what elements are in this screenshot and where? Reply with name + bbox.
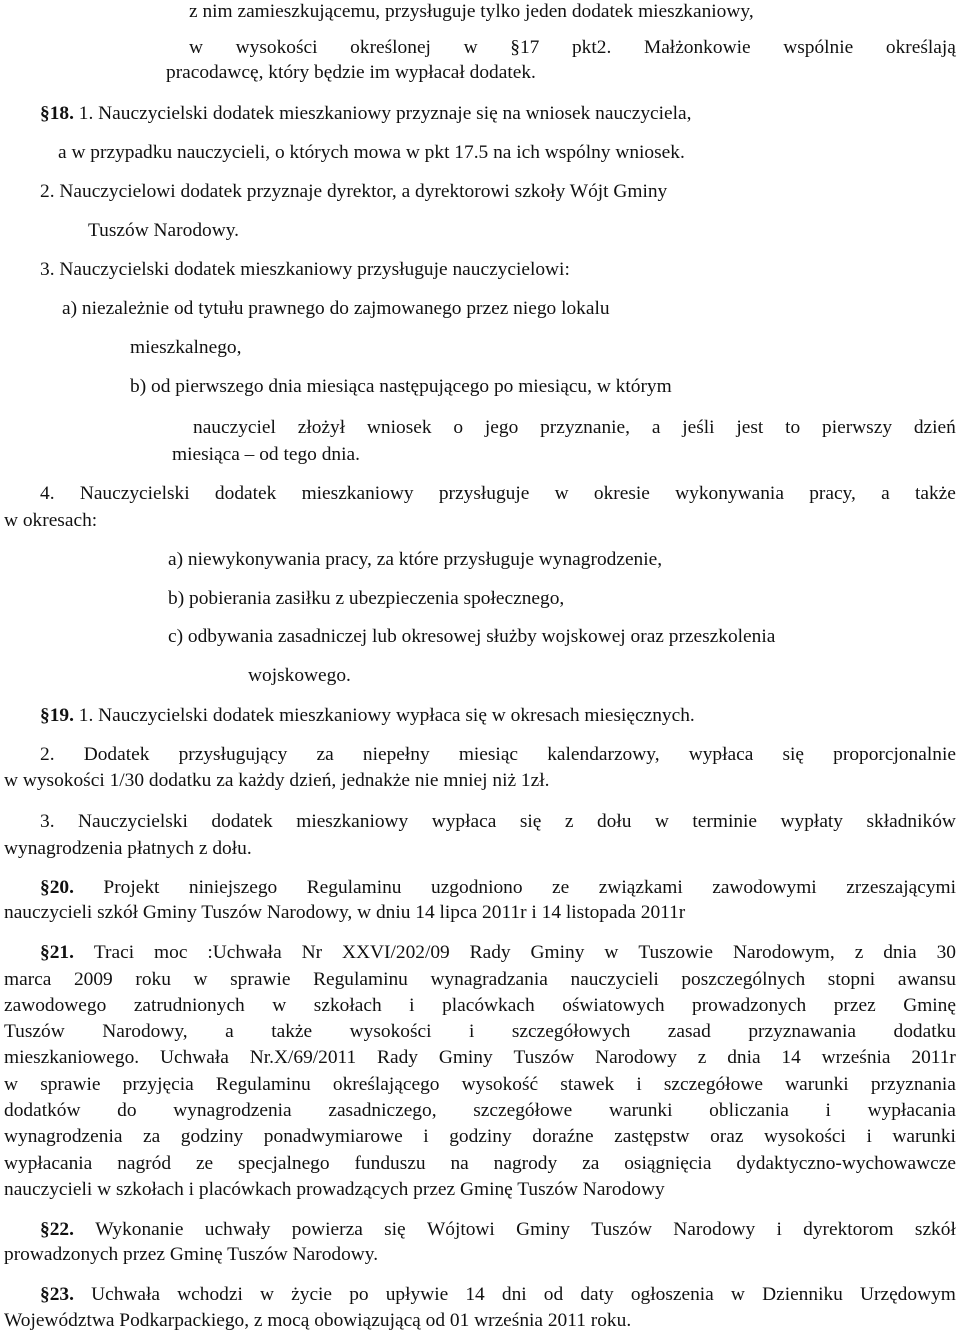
word: szczegółowych xyxy=(511,1021,631,1042)
word: przez xyxy=(833,995,876,1016)
word: w xyxy=(259,1284,274,1305)
word: dodatek xyxy=(211,811,273,832)
word: 30 xyxy=(936,942,956,963)
word: Regulaminu xyxy=(306,877,402,898)
word: i xyxy=(468,1021,475,1042)
word: i xyxy=(423,1126,429,1147)
word: warunki xyxy=(785,1074,849,1095)
word: oświatowych xyxy=(562,995,665,1016)
word: przyznania xyxy=(870,1074,956,1095)
word: 4. xyxy=(40,483,55,504)
word: Nauczycielski xyxy=(79,483,190,504)
word: uchwały xyxy=(204,1219,271,1240)
word: Narodowym, xyxy=(732,942,835,963)
word: Wójtowi xyxy=(426,1219,495,1240)
word: Regulaminu xyxy=(215,1074,311,1095)
word: dzień xyxy=(913,417,956,438)
word: funduszu xyxy=(354,1153,426,1174)
word: mieszkaniowego. xyxy=(4,1047,140,1068)
word: życie xyxy=(291,1284,333,1305)
word: Nr.X/69/2011 xyxy=(249,1047,357,1068)
word: jego xyxy=(484,417,519,438)
word: i xyxy=(636,1074,642,1095)
text-line xyxy=(4,1046,956,1070)
word: nagrody xyxy=(493,1153,558,1174)
word: Rady xyxy=(469,942,511,963)
word: 14 xyxy=(781,1047,801,1068)
word: zatrudnionych xyxy=(133,995,245,1016)
word: :Uchwała xyxy=(207,942,282,963)
word: powierza xyxy=(291,1219,363,1240)
word: w xyxy=(654,811,669,832)
word: doraźne xyxy=(532,1126,594,1147)
word: dołu xyxy=(596,811,632,832)
section-19: §19. 1. Nauczycielski dodatek mieszkaniowy wypłaca się w okresach miesięcznych. xyxy=(40,705,695,726)
word: sprawie xyxy=(230,969,291,990)
word: Regulaminu xyxy=(313,969,408,990)
word: wypłaca xyxy=(688,744,754,765)
word: Projekt xyxy=(103,877,160,898)
word: godziny xyxy=(449,1126,512,1147)
text-line: 3. Nauczycielski dodatek mieszkaniowy przysługuje nauczycielowi: xyxy=(40,259,570,280)
text-line xyxy=(4,1152,956,1176)
word: wynagrodzenia xyxy=(173,1100,292,1121)
word: §21. xyxy=(40,942,74,963)
word: przysługujący xyxy=(178,744,288,765)
word: się xyxy=(384,1219,406,1240)
text-line: w okresach: xyxy=(4,510,98,531)
word: godziny xyxy=(180,1126,244,1147)
word: także xyxy=(914,483,956,504)
text-line: prowadzonych przez Gminę Tuszów Narodowy. xyxy=(4,1244,379,1265)
word: się xyxy=(519,811,542,832)
text-line: miesiąca – od tego dnia. xyxy=(172,444,360,465)
word: wysokości xyxy=(764,1126,846,1147)
text-line xyxy=(193,416,956,440)
word: Dzienniku xyxy=(762,1284,843,1305)
word: w xyxy=(730,1284,745,1305)
word: warunki xyxy=(608,1100,673,1121)
word: a xyxy=(651,417,661,438)
text-line: pracodawcę, który będzie im wypłacał dodatek. xyxy=(166,62,536,83)
word: awansu xyxy=(897,969,956,990)
word: placówkach xyxy=(442,995,535,1016)
text-line xyxy=(40,743,956,767)
word: Małżonkowie xyxy=(643,37,751,58)
word: Narodowy xyxy=(595,1047,677,1068)
word: i xyxy=(866,1126,872,1147)
word: a xyxy=(881,483,890,504)
word: Gminy xyxy=(438,1047,493,1068)
word: ponadwymiarowe xyxy=(263,1126,403,1147)
word: ze xyxy=(552,877,570,898)
word: wniosek xyxy=(366,417,432,438)
word: szczegółowe xyxy=(473,1100,573,1121)
word: Uchwała xyxy=(160,1047,229,1068)
word: zawodowymi xyxy=(712,877,817,898)
word: poszczególnych xyxy=(681,969,806,990)
word: za xyxy=(316,744,334,765)
word: upływie xyxy=(385,1284,449,1305)
word: do xyxy=(117,1100,137,1121)
word: Tuszów xyxy=(4,1021,65,1042)
word: przyjęcia xyxy=(122,1074,194,1095)
word: kalendarzowy, xyxy=(547,744,660,765)
word: Gminy xyxy=(516,1219,570,1240)
word: i xyxy=(825,1100,831,1121)
word: dodatków xyxy=(4,1100,81,1121)
word: 2009 xyxy=(73,969,113,990)
word: także xyxy=(271,1021,313,1042)
text-line xyxy=(4,994,956,1018)
word: Urzędowym xyxy=(860,1284,956,1305)
word: w xyxy=(463,37,478,58)
word: związkami xyxy=(598,877,683,898)
word: wypłaty xyxy=(780,811,844,832)
text-line: nauczycieli w szkołach i placówkach prowadzących przez Gminę Tuszów Narodowy xyxy=(4,1179,665,1200)
word: wspólnie xyxy=(783,37,854,58)
text-line: a) niewykonywania pracy, za które przysługuje wynagrodzenie, xyxy=(168,549,663,570)
word: XXVI/202/09 xyxy=(342,942,450,963)
word: od xyxy=(543,1284,564,1305)
word: osiągnięcia xyxy=(624,1153,712,1174)
word: mieszkaniowy xyxy=(301,483,414,504)
text-line: nauczycieli szkół Gminy Tuszów Narodowy, w dniu 14 lipca 2011r i 14 listopada 2011r xyxy=(4,902,686,923)
section-20 xyxy=(40,876,956,900)
word: wysokości xyxy=(349,1021,432,1042)
word: przyznawania xyxy=(748,1021,857,1042)
word: składników xyxy=(866,811,956,832)
section-22 xyxy=(40,1218,956,1242)
word: w xyxy=(554,483,569,504)
text-line xyxy=(40,810,956,834)
word: w xyxy=(4,1074,19,1095)
text-line: wynagrodzenia płatnych z dołu. xyxy=(4,838,252,859)
text-line xyxy=(40,482,956,506)
text-line: z nim zamieszkującemu, przysługuje tylko jeden dodatek mieszkaniowy, xyxy=(189,1,754,22)
word: uzgodniono xyxy=(431,877,523,898)
word: i xyxy=(409,995,415,1016)
text-line: Województwa Podkarpackiego, z mocą obowiązującą od 01 września 2011 roku. xyxy=(4,1310,632,1331)
word: Narodowy, xyxy=(102,1021,188,1042)
word: niniejszego xyxy=(188,877,278,898)
word: dnia xyxy=(727,1047,761,1068)
word: dodatku xyxy=(893,1021,956,1042)
word: pierwszy xyxy=(822,417,893,438)
word: zastępstw xyxy=(614,1126,690,1147)
word: zawodowego xyxy=(4,995,107,1016)
word: z xyxy=(564,811,574,832)
word: §20. xyxy=(40,877,74,898)
word: dodatek xyxy=(214,483,277,504)
word: okresie xyxy=(593,483,650,504)
word: wysokości xyxy=(235,37,318,58)
word: się xyxy=(782,744,805,765)
word: wykonywania xyxy=(675,483,784,504)
word: dydaktyczno-wychowawcze xyxy=(736,1153,956,1174)
word: dni xyxy=(501,1284,527,1305)
word: daty xyxy=(580,1284,614,1305)
word: Wykonanie xyxy=(95,1219,184,1240)
word: z xyxy=(854,942,864,963)
word: nagród xyxy=(117,1153,172,1174)
text-line: c) odbywania zasadniczej lub okresowej służby wojskowej oraz przeszkolenia xyxy=(168,626,776,647)
word: ogłoszenia xyxy=(630,1284,714,1305)
word: obliczania xyxy=(709,1100,789,1121)
word: przyznanie, xyxy=(540,417,630,438)
word: zasadniczego, xyxy=(328,1100,437,1121)
word: jest xyxy=(736,417,764,438)
word: pkt2. xyxy=(571,37,612,58)
word: Dodatek xyxy=(83,744,150,765)
word: Gminy xyxy=(530,942,585,963)
section-21 xyxy=(40,941,956,965)
word: Traci xyxy=(93,942,135,963)
word: moc xyxy=(154,942,188,963)
text-line: 2. Nauczycielowi dodatek przyznaje dyrektor, a dyrektorowi szkoły Wójt Gminy xyxy=(40,181,668,202)
word: Narodowy xyxy=(673,1219,756,1240)
word: przysługuje xyxy=(438,483,530,504)
word: zrzeszającymi xyxy=(846,877,956,898)
word: w xyxy=(193,969,208,990)
word: stopni xyxy=(827,969,876,990)
section-23 xyxy=(40,1283,956,1307)
text-line: b) od pierwszego dnia miesiąca następującego po miesiącu, w którym xyxy=(130,376,672,397)
word: w xyxy=(604,942,619,963)
word: specjalnego xyxy=(238,1153,330,1174)
word: §17 xyxy=(510,37,540,58)
word: jeśli xyxy=(682,417,715,438)
word: pracy, xyxy=(809,483,856,504)
word: złożył xyxy=(297,417,346,438)
text-line: w wysokości 1/30 dodatku za każdy dzień, jednakże nie mniej niż 1zł. xyxy=(4,770,550,791)
word: wypłaca xyxy=(431,811,497,832)
word: to xyxy=(785,417,801,438)
word: warunki xyxy=(892,1126,956,1147)
word: za xyxy=(143,1126,161,1147)
word: szkołach xyxy=(313,995,382,1016)
word: Rady xyxy=(377,1047,418,1068)
text-line: b) pobierania zasiłku z ubezpieczenia społecznego, xyxy=(168,588,565,609)
word: §22. xyxy=(40,1219,74,1240)
word: w xyxy=(272,995,287,1016)
text-line: a) niezależnie od tytułu prawnego do zajmowanego przez niego lokalu xyxy=(62,298,610,319)
word: Uchwała xyxy=(91,1284,160,1305)
word: i xyxy=(776,1219,782,1240)
word: określającego xyxy=(332,1074,440,1095)
word: ze xyxy=(195,1153,214,1174)
word: marca xyxy=(4,969,52,990)
word: stawek xyxy=(560,1074,615,1095)
word: oraz xyxy=(710,1126,744,1147)
word: wypłacania xyxy=(867,1100,956,1121)
word: nauczycieli xyxy=(570,969,659,990)
word: mieszkaniowy xyxy=(296,811,409,832)
text-line xyxy=(4,1099,956,1123)
word: 3. xyxy=(40,811,55,832)
word: szczegółowe xyxy=(663,1074,763,1095)
section-18: §18. 1. Nauczycielski dodatek mieszkaniowy przyznaje się na wniosek nauczyciela, xyxy=(40,103,692,124)
word: dnia xyxy=(883,942,917,963)
word: określonej xyxy=(350,37,431,58)
text-line xyxy=(4,968,956,992)
word: proporcjonalnie xyxy=(833,744,956,765)
text-line xyxy=(4,1020,956,1044)
word: prowadzonych xyxy=(692,995,807,1016)
word: zasad xyxy=(667,1021,711,1042)
word: o xyxy=(453,417,464,438)
word: po xyxy=(349,1284,369,1305)
text-line xyxy=(4,1125,956,1149)
word: §23. xyxy=(40,1284,74,1305)
text-line xyxy=(189,36,956,60)
word: 14 xyxy=(465,1284,485,1305)
word: wynagradzania xyxy=(430,969,548,990)
text-line: a w przypadku nauczycieli, o których mowa w pkt 17.5 na ich wspólny wniosek. xyxy=(58,142,685,163)
word: za xyxy=(582,1153,600,1174)
word: z xyxy=(697,1047,707,1068)
word: 2011r xyxy=(911,1047,956,1068)
word: wypłacania xyxy=(4,1153,93,1174)
word: terminie xyxy=(692,811,758,832)
word: dyrektorom xyxy=(803,1219,894,1240)
word: wchodzi xyxy=(177,1284,243,1305)
word: nauczyciel xyxy=(193,417,276,438)
word: Tuszowie xyxy=(638,942,714,963)
word: wysokość xyxy=(461,1074,539,1095)
text-line: wojskowego. xyxy=(248,665,351,686)
text-line: mieszkalnego, xyxy=(130,337,242,358)
word: na xyxy=(450,1153,469,1174)
text-line: Tuszów Narodowy. xyxy=(88,220,239,241)
word: szkół xyxy=(914,1219,956,1240)
word: Tuszów xyxy=(591,1219,652,1240)
word: września xyxy=(821,1047,891,1068)
word: w xyxy=(189,37,204,58)
word: sprawie xyxy=(40,1074,101,1095)
word: Tuszów xyxy=(513,1047,575,1068)
word: roku xyxy=(135,969,171,990)
text-line xyxy=(4,1073,956,1097)
word: 2. xyxy=(40,744,55,765)
word: Gminę xyxy=(903,995,956,1016)
word: Nauczycielski xyxy=(78,811,188,832)
word: Nr xyxy=(301,942,323,963)
word: miesiąc xyxy=(458,744,519,765)
word: niepełny xyxy=(362,744,430,765)
word: wynagrodzenia xyxy=(4,1126,123,1147)
word: a xyxy=(225,1021,234,1042)
word: określają xyxy=(885,37,956,58)
